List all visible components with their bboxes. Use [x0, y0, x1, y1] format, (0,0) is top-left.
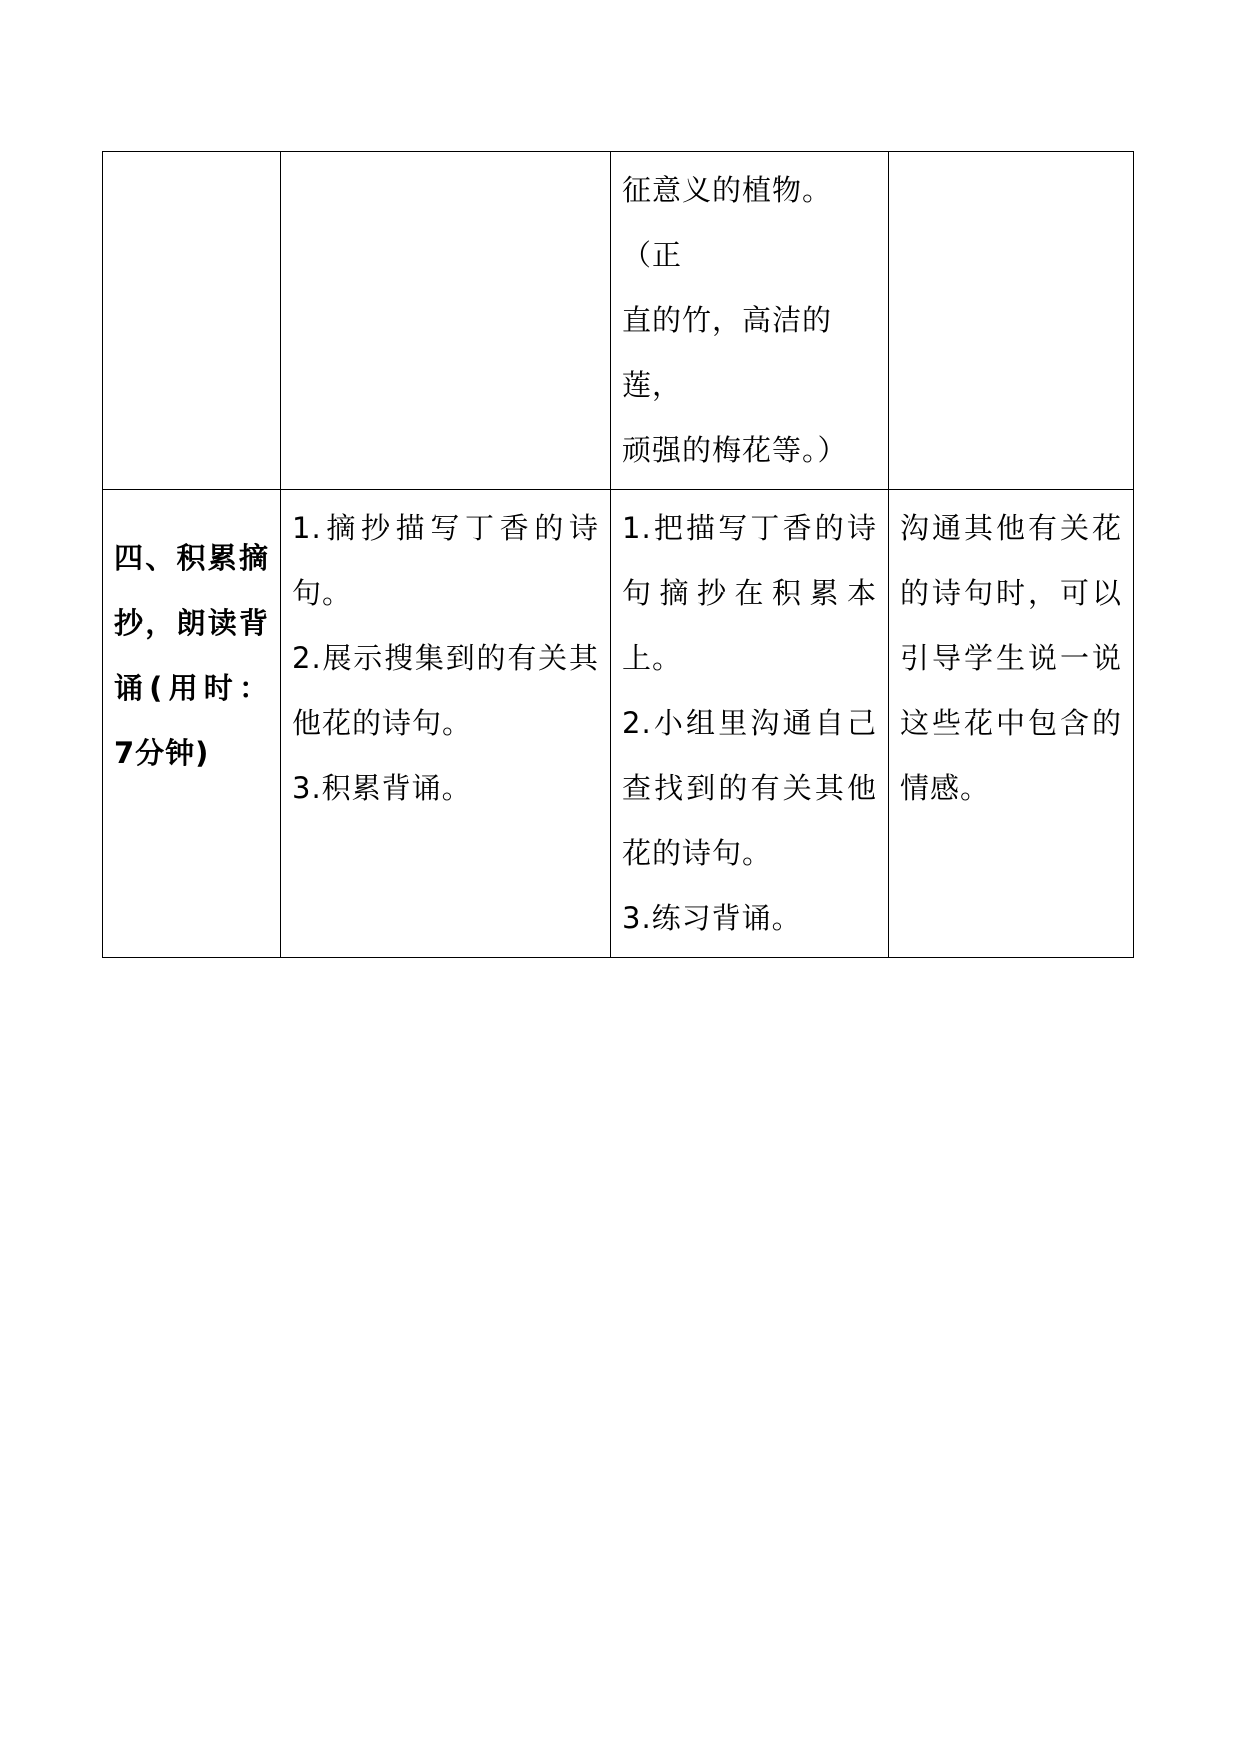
teacher-activity-item: 3.积累背诵。 [292, 771, 472, 805]
lesson-plan-table [102, 151, 1134, 958]
notes-cell [889, 490, 1134, 958]
notes-cell-empty [889, 152, 1134, 490]
teacher-activity-item: 2.展示搜集到的有关其他花的诗句。 [292, 641, 599, 740]
stage-cell [103, 490, 281, 958]
teacher-activity-cell-empty [281, 152, 611, 490]
student-activity-line: 征意义的植物。（正 [622, 173, 833, 272]
teacher-activity-cell [281, 490, 611, 958]
table-row-continued [103, 152, 1134, 490]
stage-title: 四、积累摘抄，朗读背诵(用时：7分钟) [114, 541, 269, 770]
student-activity-cell [611, 490, 889, 958]
teaching-note: 沟通其他有关花的诗句时，可以引导学生说一说这些花中包含的情感。 [900, 511, 1122, 805]
stage-cell-empty [103, 152, 281, 490]
student-activity-line: 顽强的梅花等。） [622, 433, 848, 467]
student-activity-item: 3.练习背诵。 [622, 901, 802, 935]
student-activity-item: 1.把描写丁香的诗句摘抄在积累本上。 [622, 511, 877, 675]
teacher-activity-item: 1.摘抄描写丁香的诗句。 [292, 511, 599, 610]
table-row-stage-4 [103, 490, 1134, 958]
student-activity-line: 直的竹，高洁的莲， [622, 303, 833, 402]
student-activity-item: 2.小组里沟通自己查找到的有关其他花的诗句。 [622, 706, 877, 870]
student-activity-cell [611, 152, 889, 490]
